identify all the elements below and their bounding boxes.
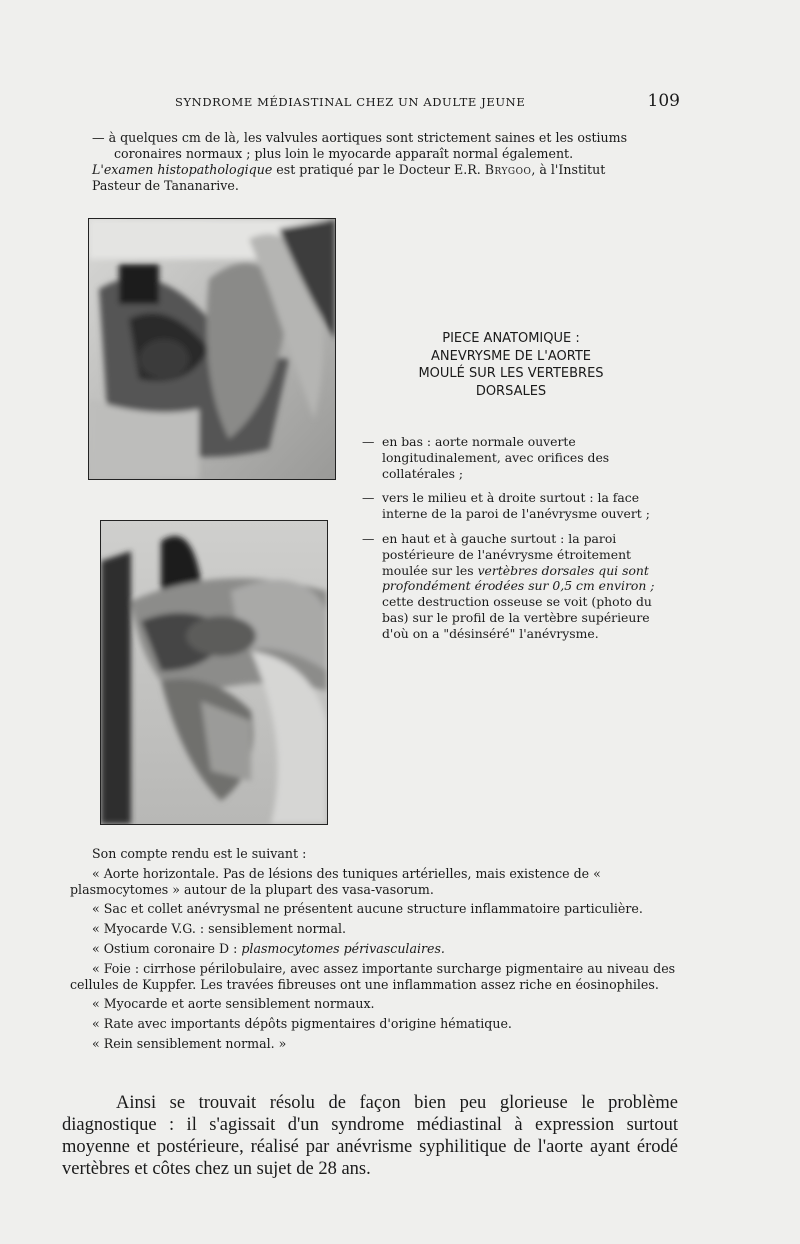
report-paragraph: « Aorte horizontale. Pas de lésions des tuniques artérielles, mais existence de « plasmocytomes » autour de la plupart des vasa-vasorum. (70, 865, 601, 897)
item-dash: — (362, 434, 375, 449)
item-dash: — (362, 530, 375, 546)
report-paragraph: « Rate avec importants dépôts pigmentaires d'origine hématique. (92, 1016, 512, 1032)
report-section (70, 846, 676, 1056)
caption-line-1: PIECE ANATOMIQUE : (442, 331, 580, 346)
conclusion-paragraph (62, 1092, 678, 1180)
exam-rest-2: , à l'Institut (531, 162, 606, 177)
item-text (382, 531, 656, 642)
photo-top (88, 218, 336, 480)
running-title: SYNDROME MÉDIASTINAL CHEZ UN ADULTE JEUNE (175, 95, 526, 109)
conclusion-text: Ainsi se trouvait résolu de façon bien peu glorieuse le problème diagnostique : il s'agissait d'un syndrome médiastinal à expression surtout moyenne et postérieure, réalisé par anévrisme syphilitique de l'aorte ayant érodé vertèbres et côtes chez un sujet de 28 ans. (62, 1093, 678, 1179)
doctor-name: Brygoo (484, 162, 532, 177)
item-text: vers le milieu et à droite surtout : la face interne de la paroi de l'anévrysme ouvert ; (382, 490, 650, 522)
item-text-c: cette destruction osseuse se voit (photo du bas) sur le profil de la vertèbre supérieure d'où on a "désinséré" l'anévrysme. (382, 594, 652, 641)
photo-bottom-image (101, 521, 327, 824)
item-dash: — (362, 490, 375, 506)
caption-item (362, 490, 656, 522)
figure-caption (375, 330, 647, 400)
report-p4-italic: plasmocytomes périvasculaires. (241, 940, 445, 956)
caption-line-4: DORSALES (475, 383, 547, 399)
report-paragraph: « Sac et collet anévrysmal ne présentent aucune structure inflammatoire particulière. (92, 901, 643, 917)
caption-line-2: ANEVRYSME DE L'AORTE (431, 348, 591, 364)
report-paragraph: « Myocarde et aorte sensiblement normaux. (92, 996, 375, 1012)
report-paragraph (70, 941, 676, 957)
exam-italic: L'examen histopathologique (92, 162, 273, 177)
intro-line-4: Pasteur de Tananarive. (92, 178, 239, 193)
page-number: 109 (647, 91, 680, 111)
item-text-a: en haut et à gauche surtout : la paroi postérieure de l'anévrysme étroitement moulée sur les (382, 530, 632, 578)
intro-block (92, 130, 674, 194)
item-text-italic: vertèbres dorsales qui sont profondément érodées sur 0,5 cm environ ; (382, 562, 655, 594)
report-paragraph: « Foie : cirrhose périlobulaire, avec assez importante surcharge pigmentaire au niveau des cellules de Kuppfer. Les travées fibreuses ont une inflammation assez riche en éosinophiles. (70, 960, 676, 992)
caption-items (362, 434, 656, 651)
intro-line-1: — à quelques cm de là, les valvules aortiques sont strictement saines et les ostiums (92, 130, 628, 145)
report-paragraph: « Rein sensiblement normal. » (92, 1035, 287, 1051)
caption-item (362, 434, 656, 481)
item-text: en bas : aorte normale ouverte longitudinalement, avec orifices des collatérales ; (382, 434, 610, 481)
report-p4-a: « Ostium coronaire D : (92, 940, 242, 956)
caption-item (362, 531, 656, 642)
caption-line-3: MOULÉ SUR LES VERTEBRES (418, 366, 604, 381)
report-intro: Son compte rendu est le suivant : (92, 846, 307, 861)
report-paragraph: « Myocarde V.G. : sensiblement normal. (92, 921, 346, 937)
intro-line-2: coronaires normaux ; plus loin le myocarde apparaît normal également. (114, 146, 574, 161)
photo-bottom (100, 520, 328, 825)
exam-rest-1: est pratiqué par le Docteur E.R. (272, 162, 485, 177)
photo-top-image (89, 219, 335, 479)
